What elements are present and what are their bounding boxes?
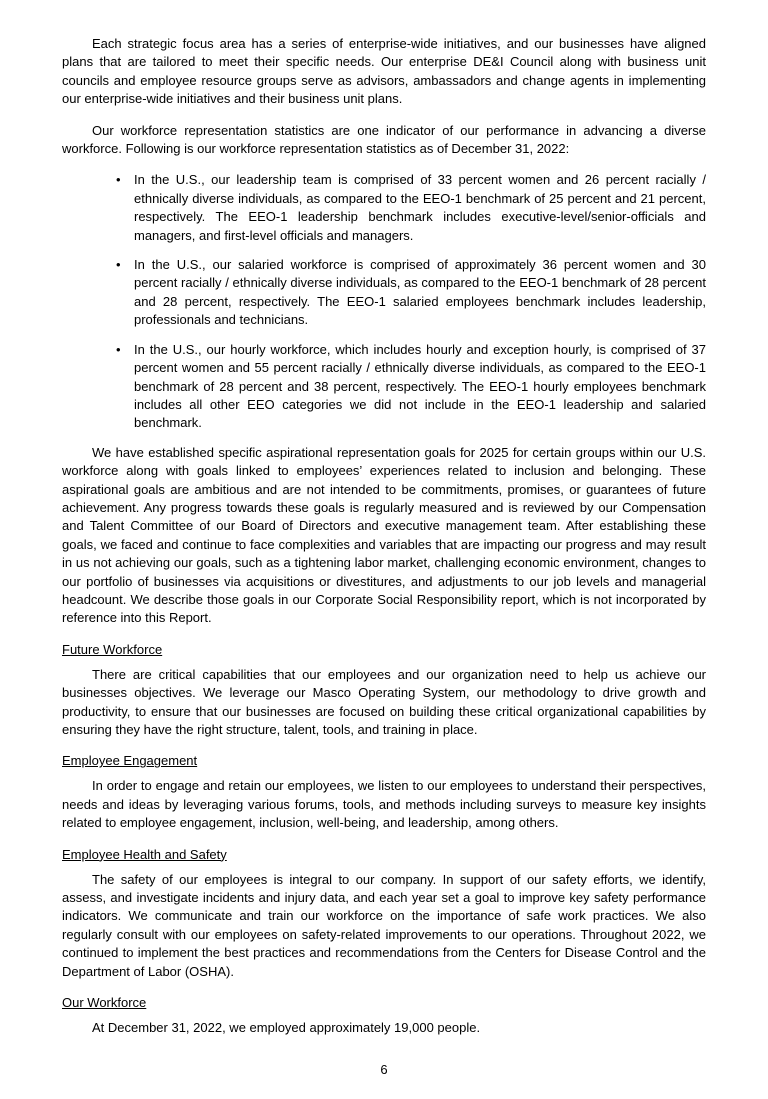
heading-future-workforce: Future Workforce: [62, 641, 163, 657]
paragraph-representation-intro: Our workforce representation statistics are one indicator of our performance in advancing a diverse workforce. Following is our workforce representation statistics as of December 31, 2022:: [62, 122, 706, 157]
paragraph-employee-engagement: In order to engage and retain our employees, we listen to our employees to understand their perspectives, needs and ideas by leveraging various forums, tools, and methods including surveys to measure key insights related to employee engagement, inclusion, well-being, and leadership, among others.: [62, 778, 706, 831]
heading-health-safety: Employee Health and Safety: [62, 846, 227, 862]
bullet-text: In the U.S., our leadership team is comprised of 33 percent women and 26 percent racially / ethnically diverse individuals, as compared to the EEO-1 benchmark of 25 percent and 21 percent, respectively. The EEO-1 leadership benchmark includes executive-level/senior-officials and managers, and first-level officials and managers.: [134, 172, 706, 243]
page-number: 6: [380, 1062, 388, 1078]
bullet-hourly: [116, 341, 706, 433]
bullet-icon: •: [116, 341, 121, 357]
bullet-icon: •: [116, 172, 121, 188]
paragraph-future-workforce: There are critical capabilities that our employees and our organization need to help us achieve our businesses objectives. We leverage our Masco Operating System, our methodology to drive growth and productivity, to ensure that our businesses are focused on building these critical organizational capabilities by ensuring they have the right structure, talent, tools, and training in place.: [62, 666, 706, 737]
bullet-salaried: [116, 256, 706, 330]
bullet-leadership: [116, 171, 706, 245]
heading-employee-engagement: Employee Engagement: [62, 753, 198, 769]
paragraph-aspirational-goals: We have established specific aspirational representation goals for 2025 for certain groups within our U.S. workforce along with goals linked to employees’ experiences related to inclusion and belonging. These aspirational goals are ambitious and are not intended to be commitments, promises, or guarantees of future achievement. Any progress towards these goals is regularly measured and is reviewed by our Compensation and Talent Committee of our Board of Directors and executive management team. After establishing these goals, we faced and continue to face complexities and variables that are impacting our progress and may result in us not achieving our goals, such as a tightening labor market, challenging economic environment, changes to our portfolio of businesses via acquisitions or divestitures, and adjustments to our job levels and managerial headcount. We describe those goals in our Corporate Social Responsibility report, which is not incorporated by reference into this Report.: [62, 444, 706, 626]
paragraph-our-workforce: At December 31, 2022, we employed approximately 19,000 people.: [92, 1020, 481, 1036]
bullet-text: In the U.S., our hourly workforce, which includes hourly and exception hourly, is comprised of 37 percent women and 55 percent racially / ethnically diverse individuals, as compared to the EEO-1 benchmark of 28 percent and 38 percent, respectively. The EEO-1 hourly employees benchmark includes all other EEO categories we did not include in the EEO-1 leadership and salaried benchmark.: [134, 341, 706, 431]
heading-our-workforce: Our Workforce: [62, 995, 147, 1011]
bullet-text: In the U.S., our salaried workforce is comprised of approximately 36 percent women and 30 percent racially / ethnically diverse individuals, as compared to the EEO-1 benchmark of 28 percent and 28 percent, respectively. The EEO-1 salaried employees benchmark includes leadership, professionals and technicians.: [134, 257, 706, 328]
bullet-icon: •: [116, 257, 121, 273]
paragraph-focus-areas: Each strategic focus area has a series of enterprise-wide initiatives, and our businesses have aligned plans that are tailored to meet their specific needs. Our enterprise DE&I Council along with business unit councils and employee resource groups serve as advisors, ambassadors and change agents in implementing our enterprise-wide initiatives and their business unit plans.: [62, 36, 706, 107]
paragraph-health-safety: The safety of our employees is integral to our company. In support of our safety efforts, we identify, assess, and investigate incidents and injury data, and each year set a goal to improve key safety performance indicators. We communicate and train our workforce on the importance of safe work practices. We also regularly consult with our employees on safety-related improvements to our operations. Throughout 2022, we continued to implement the best practices and recommendations from the Centers for Disease Control and the Department of Labor (OSHA).: [62, 871, 706, 979]
